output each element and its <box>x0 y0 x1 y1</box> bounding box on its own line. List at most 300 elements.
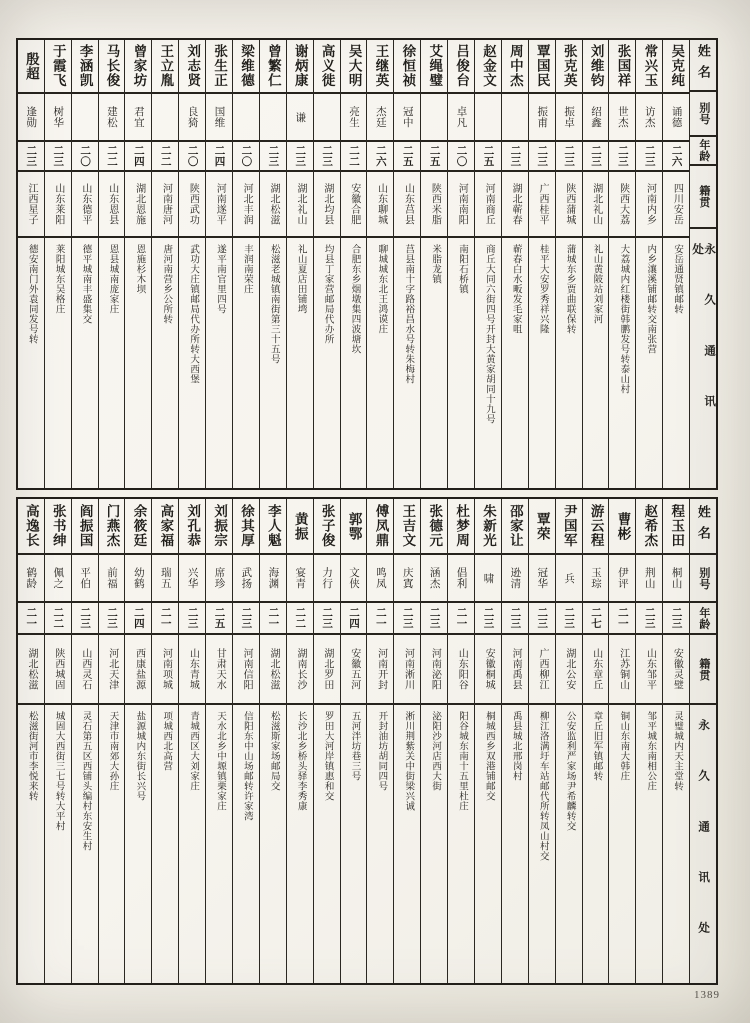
entry-alias-cell <box>152 555 178 603</box>
entry-alias-cell <box>556 555 582 603</box>
entry-alias-cell <box>314 94 340 142</box>
entry-alias-cell <box>556 94 582 142</box>
header-name-text: 姓名 <box>695 505 711 547</box>
entry-column <box>582 40 609 488</box>
entry-address-cell <box>314 705 340 983</box>
entry-name-cell <box>287 499 313 555</box>
entry-address-cell <box>18 238 44 488</box>
entry-age-cell <box>663 603 689 635</box>
entry-alias-text: 树华 <box>52 106 64 128</box>
entry-column <box>662 499 689 983</box>
entry-address-cell <box>233 238 259 488</box>
entry-native-text: 安徽桐城 <box>483 648 495 690</box>
entry-native-text: 江苏铜山 <box>617 648 629 690</box>
entry-name-text: 黄振 <box>292 511 308 541</box>
entry-age-cell <box>233 142 259 172</box>
entry-alias-cell <box>341 555 367 603</box>
entry-column <box>98 40 125 488</box>
entry-column <box>18 40 44 488</box>
entry-name-text: 尹国军 <box>561 504 577 548</box>
entry-address-cell <box>529 238 555 488</box>
entry-address-cell <box>663 238 689 488</box>
entry-alias-text: 诵德 <box>670 106 682 128</box>
entry-column <box>474 499 501 983</box>
entry-name-cell <box>152 499 178 555</box>
entry-age-cell <box>502 603 528 635</box>
entry-alias-cell <box>125 94 151 142</box>
entry-age-text: 二三 <box>321 607 333 629</box>
entry-name-cell <box>206 40 232 94</box>
entry-age-cell <box>314 603 340 635</box>
entry-alias-cell <box>206 555 232 603</box>
header-name-cell <box>690 499 716 555</box>
entry-alias-cell <box>260 555 286 603</box>
entry-age-cell <box>18 603 44 635</box>
entry-name-cell <box>341 499 367 555</box>
entry-native-cell <box>206 172 232 238</box>
entry-alias-text: 国维 <box>213 106 225 128</box>
entry-alias-cell <box>394 94 420 142</box>
header-age-cell <box>690 137 716 166</box>
entry-name-text: 王吉文 <box>400 504 416 548</box>
entry-alias-cell <box>529 555 555 603</box>
entry-native-cell <box>260 635 286 705</box>
entry-column <box>608 40 635 488</box>
entry-name-cell <box>99 40 125 94</box>
entry-native-cell <box>609 172 635 238</box>
entry-address-cell <box>45 705 71 983</box>
entry-alias-text: 谦 <box>294 111 306 123</box>
entry-native-cell <box>206 635 232 705</box>
entry-column <box>259 40 286 488</box>
entry-address-text: 均县丁家营邮局代办所 <box>322 244 333 344</box>
entry-name-text: 王立胤 <box>158 44 174 88</box>
directory-table-top <box>16 38 718 490</box>
entry-name-text: 吴克纯 <box>669 44 685 88</box>
entry-alias-cell <box>583 555 609 603</box>
entry-native-cell <box>475 172 501 238</box>
entry-age-cell <box>556 603 582 635</box>
entry-native-text: 安徽合肥 <box>348 183 360 225</box>
entry-address-cell <box>529 705 555 983</box>
entry-column <box>286 499 313 983</box>
entry-address-cell <box>636 705 662 983</box>
entry-address-cell <box>18 705 44 983</box>
entry-name-text: 张书绅 <box>50 504 66 548</box>
entry-column <box>555 499 582 983</box>
entry-alias-cell <box>341 94 367 142</box>
entry-native-text: 湖北罗田 <box>321 648 333 690</box>
entry-native-text: 山东邹平 <box>644 648 656 690</box>
entry-name-text: 殷超 <box>23 51 39 81</box>
entry-alias-text: 庆寘 <box>401 567 413 589</box>
entry-age-cell <box>529 142 555 172</box>
entry-name-text: 曹彬 <box>615 511 631 541</box>
entry-native-cell <box>421 172 447 238</box>
entry-address-text: 邹平城东南相公庄 <box>645 711 656 791</box>
entry-age-text: 二三 <box>240 607 252 629</box>
entry-native-text: 河南信阳 <box>241 648 253 690</box>
entry-address-text: 灵璧城内天主堂转 <box>672 711 683 791</box>
entry-native-text: 河南唐河 <box>160 183 172 225</box>
entry-native-cell <box>663 635 689 705</box>
entry-native-text: 河南开封 <box>375 648 387 690</box>
entry-name-cell <box>421 40 447 94</box>
entry-address-text: 松滋老城镇南街第三十五号 <box>268 244 279 364</box>
entry-address-text: 松滋街河市李悦来转 <box>26 711 37 801</box>
entry-address-text: 武功大庄镇邮局代办所转大西堡 <box>188 244 199 384</box>
header-native-cell <box>690 635 716 705</box>
entry-column <box>124 40 151 488</box>
entry-address-cell <box>341 238 367 488</box>
entry-native-text: 河北天津 <box>106 648 118 690</box>
entry-age-cell <box>72 142 98 172</box>
entry-age-text: 二三 <box>25 145 37 167</box>
entry-name-cell <box>448 40 474 94</box>
entry-name-text: 阎振国 <box>77 504 93 548</box>
entry-address-text: 阳谷城东南十五里杜庄 <box>457 711 468 811</box>
entry-name-cell <box>556 40 582 94</box>
entry-native-text: 安徽五河 <box>348 648 360 690</box>
entry-name-text: 门燕杰 <box>104 504 120 548</box>
entry-alias-text: 荆山 <box>643 567 655 589</box>
entry-address-text: 盐源城内东街长兴号 <box>134 711 145 801</box>
entry-age-cell <box>609 142 635 172</box>
entry-name-text: 张生正 <box>212 44 228 88</box>
entry-alias-cell <box>529 94 555 142</box>
entry-address-cell <box>475 238 501 488</box>
entry-alias-cell <box>18 555 44 603</box>
entry-age-cell <box>125 603 151 635</box>
entry-alias-cell <box>233 94 259 142</box>
entry-column <box>447 499 474 983</box>
entry-alias-text: 鸣凤 <box>374 567 386 589</box>
entry-address-cell <box>448 238 474 488</box>
header-age-cell <box>690 603 716 635</box>
entry-name-cell <box>367 40 393 94</box>
entry-column <box>178 499 205 983</box>
entry-alias-text: 建松 <box>105 106 117 128</box>
entry-native-text: 山东青城 <box>187 648 199 690</box>
entry-column <box>474 40 501 488</box>
entry-name-cell <box>663 40 689 94</box>
entry-address-cell <box>152 238 178 488</box>
entry-alias-cell <box>233 555 259 603</box>
entry-alias-cell <box>609 94 635 142</box>
entry-native-text: 湖北松滋 <box>268 648 280 690</box>
entry-address-text: 安岳通贤镇邮转 <box>672 244 683 314</box>
entry-name-text: 张子俊 <box>319 504 335 548</box>
entry-age-text: 二〇 <box>240 145 252 167</box>
header-alias-cell <box>690 92 716 138</box>
entry-alias-text: 绍鑫 <box>590 106 601 128</box>
entry-name-cell <box>314 40 340 94</box>
entry-address-cell <box>609 238 635 488</box>
entry-column <box>635 499 662 983</box>
entry-address-text: 内乡瀼溪铺邮转交南张营 <box>645 244 656 354</box>
entry-name-cell <box>448 499 474 555</box>
entry-address-text: 合肥东乡烟墩集四波塘坎 <box>349 244 360 354</box>
entry-alias-text: 逊清 <box>509 567 521 589</box>
entry-name-text: 刘维钧 <box>588 44 604 88</box>
entry-age-cell <box>99 603 125 635</box>
entry-address-cell <box>179 238 205 488</box>
directory-table-bottom <box>16 497 718 985</box>
entry-age-text: 二三 <box>536 607 548 629</box>
entry-alias-text: 逢勋 <box>25 106 37 128</box>
entry-age-text: 二三 <box>79 607 91 629</box>
entry-native-cell <box>367 635 393 705</box>
entry-native-text: 河南项城 <box>160 648 172 690</box>
entry-age-text: 二二 <box>159 145 171 167</box>
entry-alias-cell <box>314 555 340 603</box>
entry-age-cell <box>179 603 205 635</box>
entry-age-text: 二二 <box>105 145 117 167</box>
entry-address-cell <box>609 705 635 983</box>
entry-address-text: 章丘旧军镇邮转 <box>591 711 602 781</box>
entry-age-cell <box>448 142 474 172</box>
entry-alias-cell <box>260 94 286 142</box>
entry-name-cell <box>636 40 662 94</box>
entry-age-cell <box>529 603 555 635</box>
entry-age-cell <box>367 142 393 172</box>
entry-native-text: 湖北松滋 <box>26 648 38 690</box>
entry-name-cell <box>206 499 232 555</box>
entry-column <box>340 40 367 488</box>
entry-name-cell <box>421 499 447 555</box>
entry-native-cell <box>125 635 151 705</box>
entry-column <box>635 40 662 488</box>
entry-native-cell <box>529 635 555 705</box>
entry-address-text: 聊城城东北王鸿谟庄 <box>376 244 387 334</box>
entry-address-text: 泌阳沙河店西大街 <box>430 711 441 791</box>
entry-column <box>151 40 178 488</box>
entry-name-text: 吕俊台 <box>454 44 470 88</box>
header-column <box>689 499 716 983</box>
entry-address-cell <box>99 705 125 983</box>
entry-age-text: 二三 <box>482 607 494 629</box>
entry-alias-text: 鹤龄 <box>25 567 37 589</box>
entry-alias-text: 兴华 <box>186 567 198 589</box>
entry-address-text: 南阳石桥镇 <box>457 244 468 294</box>
entry-address-cell <box>394 705 420 983</box>
entry-age-text: 二四 <box>347 607 359 629</box>
entry-native-cell <box>179 172 205 238</box>
entry-native-text: 河南禹县 <box>510 648 522 690</box>
entry-native-text: 甘肃天水 <box>214 648 226 690</box>
entry-age-text: 二〇 <box>186 145 198 167</box>
directory-tables <box>16 38 718 985</box>
entry-age-cell <box>314 142 340 172</box>
entry-address-cell <box>394 238 420 488</box>
entry-alias-text: 海渊 <box>267 567 279 589</box>
entry-native-cell <box>448 172 474 238</box>
entry-age-cell <box>125 142 151 172</box>
entry-alias-cell <box>125 555 151 603</box>
entry-alias-text: 佩之 <box>52 567 64 589</box>
entry-name-text: 于霞飞 <box>50 44 66 88</box>
header-age-text: 年龄 <box>697 606 710 630</box>
entry-name-cell <box>72 40 98 94</box>
entry-column <box>528 40 555 488</box>
entry-alias-text: 兵 <box>563 572 575 584</box>
entry-alias-cell <box>609 555 635 603</box>
entry-native-cell <box>394 172 420 238</box>
entry-age-text: 二三 <box>52 145 64 167</box>
entry-column <box>501 499 528 983</box>
entry-native-cell <box>99 172 125 238</box>
entry-address-text: 恩县城南庞家庄 <box>107 244 118 314</box>
entry-name-cell <box>233 40 259 94</box>
entry-age-cell <box>152 142 178 172</box>
entry-name-text: 李人魁 <box>265 504 281 548</box>
entry-native-cell <box>260 172 286 238</box>
entry-column <box>313 40 340 488</box>
entry-age-text: 二三 <box>616 145 628 167</box>
entry-name-text: 赵金文 <box>481 44 497 88</box>
entry-native-cell <box>72 172 98 238</box>
entry-name-cell <box>529 499 555 555</box>
entry-name-cell <box>179 40 205 94</box>
header-name-cell <box>690 40 716 92</box>
entry-name-cell <box>260 40 286 94</box>
entry-address-text: 商丘大同六街四号开封大黄家胡同十九号 <box>483 244 494 424</box>
entry-name-cell <box>636 499 662 555</box>
entry-name-text: 杜梦周 <box>454 504 470 548</box>
entry-address-cell <box>502 705 528 983</box>
entry-alias-cell <box>448 94 474 142</box>
entry-address-text: 城固大西街三七号转大平村 <box>53 711 64 831</box>
entry-address-cell <box>72 238 98 488</box>
entry-name-cell <box>394 40 420 94</box>
entry-alias-cell <box>394 555 420 603</box>
entry-address-cell <box>556 238 582 488</box>
entry-column <box>71 499 98 983</box>
header-native-text: 籍贯 <box>697 657 710 681</box>
entry-alias-cell <box>502 555 528 603</box>
entry-address-text: 蒲城东乡贾曲联保转 <box>564 244 575 334</box>
entry-address-text: 信阳东中山场邮转许家湾 <box>241 711 252 821</box>
entry-name-text: 刘振宗 <box>212 504 228 548</box>
entry-native-text: 河南南阳 <box>456 183 468 225</box>
entry-age-text: 二四 <box>132 145 144 167</box>
entry-age-text: 二六 <box>374 145 386 167</box>
entry-age-text: 二一 <box>455 607 467 629</box>
entry-native-cell <box>583 635 609 705</box>
entry-age-text: 二一 <box>25 607 37 629</box>
entry-column <box>340 499 367 983</box>
entry-address-cell <box>314 238 340 488</box>
entry-native-cell <box>556 172 582 238</box>
entry-native-text: 陕西大荔 <box>617 183 629 225</box>
entry-alias-text: 幼鹤 <box>132 567 144 589</box>
header-native-text: 籍贯 <box>697 185 710 208</box>
entry-address-cell <box>206 705 232 983</box>
entry-alias-text: 冠华 <box>536 567 548 589</box>
entry-native-text: 湖南长沙 <box>294 648 306 690</box>
entry-name-cell <box>502 40 528 94</box>
header-name-text: 姓名 <box>695 43 711 86</box>
entry-name-text: 张德元 <box>427 504 443 548</box>
entry-address-text: 灵石第五区西铺头编村东安生村 <box>80 711 91 851</box>
entry-address-text: 青城西区大刘家庄 <box>188 711 199 791</box>
entry-age-text: 二三 <box>105 607 117 629</box>
header-alias-text: 别号 <box>697 566 710 590</box>
entry-native-cell <box>663 172 689 238</box>
entry-address-text: 松滋斯家场邮局交 <box>268 711 279 791</box>
entry-address-text: 遂平南官里四号 <box>215 244 225 314</box>
entry-age-text: 二二 <box>347 145 359 167</box>
entry-age-text: 二五 <box>482 145 494 167</box>
entry-name-cell <box>529 40 555 94</box>
entry-name-text: 赵希杰 <box>642 504 658 548</box>
entry-name-text: 常兴玉 <box>642 44 658 88</box>
entry-native-cell <box>314 635 340 705</box>
entry-alias-text: 瑞五 <box>159 567 171 589</box>
entry-alias-cell <box>448 555 474 603</box>
entry-column <box>447 40 474 488</box>
entry-column <box>528 499 555 983</box>
entry-native-text: 山东德平 <box>79 183 91 225</box>
entry-name-text: 张国祥 <box>615 44 631 88</box>
entry-native-text: 湖北公安 <box>563 648 575 690</box>
entry-name-cell <box>125 40 151 94</box>
entry-alias-cell <box>421 94 447 142</box>
entry-native-text: 河南内乡 <box>644 183 656 225</box>
entry-age-text: 二四 <box>213 145 225 167</box>
entry-alias-cell <box>636 94 662 142</box>
entry-column <box>151 499 178 983</box>
entry-name-cell <box>72 499 98 555</box>
entry-column <box>232 499 259 983</box>
entry-age-text: 二三 <box>186 607 198 629</box>
entry-column <box>98 499 125 983</box>
entry-name-text: 游云程 <box>588 504 604 548</box>
entry-alias-cell <box>99 94 125 142</box>
entry-age-cell <box>583 603 609 635</box>
entry-alias-cell <box>179 555 205 603</box>
entry-name-cell <box>287 40 313 94</box>
entry-native-text: 广西桂平 <box>536 183 548 225</box>
entry-column <box>366 499 393 983</box>
entry-age-text: 二四 <box>132 607 144 629</box>
entry-native-cell <box>583 172 609 238</box>
entry-age-text: 二三 <box>401 607 413 629</box>
entry-address-cell <box>99 238 125 488</box>
entry-age-text: 二三 <box>563 607 575 629</box>
entry-name-text: 艾绳璧 <box>427 44 443 88</box>
entry-address-cell <box>502 238 528 488</box>
entry-address-cell <box>206 238 232 488</box>
entry-address-cell <box>556 705 582 983</box>
entry-native-cell <box>18 172 44 238</box>
header-alias-text: 别号 <box>697 101 710 125</box>
entry-alias-cell <box>367 555 393 603</box>
entry-native-cell <box>45 172 71 238</box>
entry-age-cell <box>556 142 582 172</box>
entry-address-text: 德安南门外袁同发号转 <box>26 244 37 344</box>
entry-address-cell <box>287 705 313 983</box>
entry-column <box>232 40 259 488</box>
entry-name-text: 梁维德 <box>239 44 254 88</box>
entry-alias-cell <box>663 555 689 603</box>
entry-age-cell <box>421 603 447 635</box>
header-native-cell <box>690 166 716 229</box>
entry-native-text: 湖北礼山 <box>294 183 306 225</box>
entry-name-text: 邵家让 <box>507 504 523 548</box>
entry-name-cell <box>45 40 71 94</box>
entry-address-cell <box>125 238 151 488</box>
